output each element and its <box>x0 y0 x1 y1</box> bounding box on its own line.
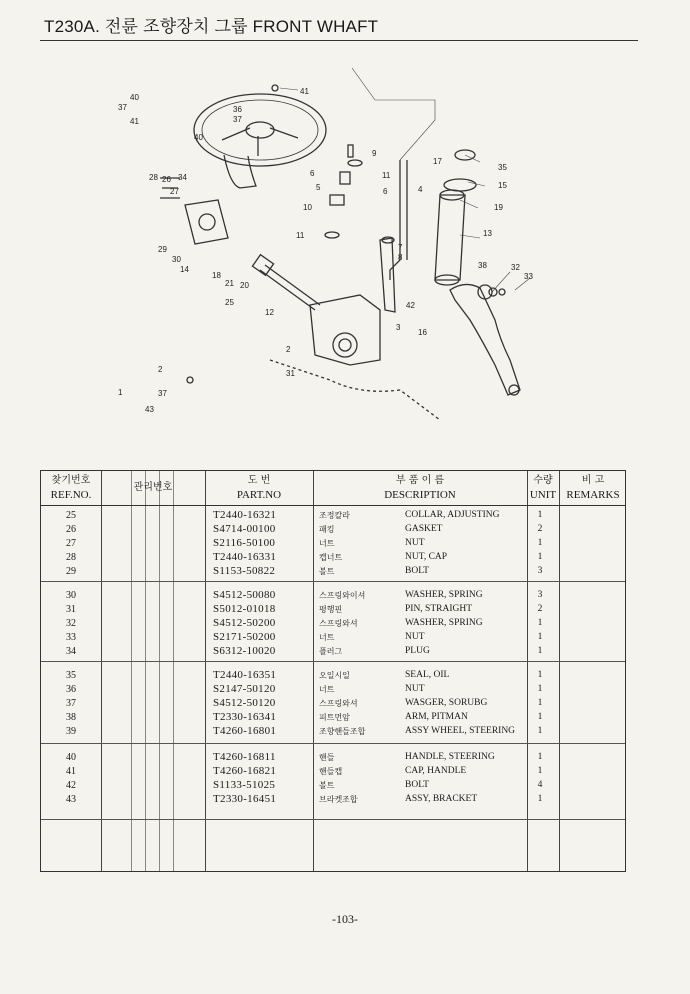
ref-no: 34 <box>66 646 76 657</box>
steering-wheel-shape <box>194 94 326 166</box>
column-tube-shape <box>435 195 465 280</box>
header-remarks <box>559 474 627 502</box>
callout-1: 1 <box>118 388 123 397</box>
part-no: T2440-16321 <box>213 509 277 521</box>
ref-no: 43 <box>66 794 76 805</box>
ref-no: 40 <box>66 752 76 763</box>
part-no: S4512-50080 <box>213 589 276 601</box>
unit-qty: 1 <box>537 552 543 562</box>
korean-name: 너트 <box>319 539 335 548</box>
header-description-english: DESCRIPTION <box>384 489 456 501</box>
part-no: S2147-50120 <box>213 683 276 695</box>
header-ref-english: REF.NO. <box>50 489 92 501</box>
ref-no: 39 <box>66 726 76 737</box>
callout-4: 4 <box>418 185 423 194</box>
part-no: T4260-16811 <box>213 751 276 763</box>
unit-qty: 4 <box>537 780 543 790</box>
part-no: T2330-16451 <box>213 793 277 805</box>
table-row <box>41 523 625 536</box>
header-remarks-english: REMARKS <box>566 489 620 501</box>
unit-qty: 3 <box>537 590 543 600</box>
steering-shaft-shape <box>380 238 395 312</box>
korean-name: 오일시일 <box>319 671 350 680</box>
table-row <box>41 711 625 724</box>
table-row <box>41 725 625 738</box>
page-title: T230A. 전륜 조향장치 그룹 FRONT WHAFT <box>44 17 379 36</box>
header-management-korean: 관리번호 <box>133 482 173 493</box>
unit-qty: 1 <box>537 794 543 804</box>
korean-name: 패킹 <box>319 525 335 534</box>
callout-12: 12 <box>265 308 274 317</box>
korean-name: 피트먼암 <box>319 713 350 722</box>
description: BOLT <box>405 780 429 790</box>
part-no: S2171-50200 <box>213 631 276 643</box>
description: WASHER, SPRING <box>405 590 483 600</box>
description: NUT <box>405 684 425 694</box>
part-no: S2116-50100 <box>213 537 276 549</box>
table-row <box>41 697 625 710</box>
callout-9: 9 <box>372 149 377 158</box>
unit-qty: 3 <box>537 566 543 576</box>
ref-no: 28 <box>66 552 76 563</box>
callout-17: 17 <box>433 157 442 166</box>
unit-qty: 2 <box>537 524 543 534</box>
ref-no: 25 <box>66 510 76 521</box>
part-no: S4512-50120 <box>213 697 276 709</box>
gear-box-shape <box>310 295 380 365</box>
korean-name: 스프링와셔 <box>319 619 358 628</box>
unit-qty: 1 <box>537 766 543 776</box>
callout-25: 25 <box>225 298 234 307</box>
ref-no: 41 <box>66 766 76 777</box>
ref-no: 27 <box>66 538 76 549</box>
callout-11: 11 <box>382 171 391 180</box>
table-row <box>41 603 625 616</box>
header-part <box>205 474 313 502</box>
header-description <box>313 474 527 502</box>
cover-plate-shape <box>185 200 228 244</box>
callout-3: 3 <box>396 323 401 332</box>
korean-name: 스프링와셔 <box>319 699 358 708</box>
callout-41: 41 <box>130 117 139 126</box>
header-management <box>101 481 205 495</box>
ref-no: 29 <box>66 566 76 577</box>
callout-10: 10 <box>303 203 312 212</box>
ref-no: 33 <box>66 632 76 643</box>
callout-16: 16 <box>418 328 427 337</box>
description: PIN, STRAIGHT <box>405 604 473 614</box>
callout-8: 8 <box>398 253 403 262</box>
ref-no: 38 <box>66 712 76 723</box>
ref-no: 31 <box>66 604 76 615</box>
unit-qty: 1 <box>537 684 543 694</box>
ref-no: 42 <box>66 780 76 791</box>
ref-no: 36 <box>66 684 76 695</box>
callout-5: 5 <box>316 183 321 192</box>
description: ASSY, BRACKET <box>405 794 478 804</box>
part-no: S4714-00100 <box>213 523 276 535</box>
part-no: S4512-50200 <box>213 617 276 629</box>
callout-14: 14 <box>180 265 189 274</box>
unit-qty: 1 <box>537 538 543 548</box>
part-no: S1153-50822 <box>213 565 276 577</box>
callout-30: 30 <box>172 255 181 264</box>
header-unit <box>527 474 559 502</box>
unit-qty: 1 <box>537 712 543 722</box>
part-no: T2440-16331 <box>213 551 277 563</box>
description: WASHER, SPRING <box>405 618 483 628</box>
description: NUT <box>405 538 425 548</box>
unit-qty: 1 <box>537 752 543 762</box>
callout-19: 19 <box>494 203 503 212</box>
korean-name: 캡너트 <box>319 553 343 562</box>
steering-assembly-drawing <box>100 60 580 450</box>
callout-2b: 2 <box>158 365 163 374</box>
korean-name: 평행핀 <box>319 605 343 614</box>
callout-20: 20 <box>240 281 249 290</box>
unit-qty: 1 <box>537 510 543 520</box>
callout-35: 35 <box>498 163 507 172</box>
callout-43: 43 <box>145 405 154 414</box>
header-unit-english: UNIT <box>529 489 557 501</box>
ref-no: 30 <box>66 590 76 601</box>
table-row <box>41 765 625 778</box>
callout-37: 37 <box>118 103 127 112</box>
description: HANDLE, STEERING <box>405 752 495 762</box>
callout-41b: 41 <box>300 87 309 96</box>
unit-qty: 2 <box>537 604 543 614</box>
header-ref <box>41 474 101 502</box>
part-no: S5012-01018 <box>213 603 276 615</box>
description: PLUG <box>405 646 430 656</box>
table-row <box>41 779 625 792</box>
table-row <box>41 617 625 630</box>
header-part-korean: 도 번 <box>247 475 271 486</box>
part-no: T4260-16821 <box>213 765 277 777</box>
callout-31: 31 <box>286 369 295 378</box>
korean-name: 핸들캡 <box>319 767 343 776</box>
pitman-arm-shape <box>450 284 520 395</box>
table-row <box>41 751 625 764</box>
description: ARM, PITMAN <box>405 712 468 722</box>
description: SEAL, OIL <box>405 670 450 680</box>
header-remarks-korean: 비 고 <box>581 475 605 486</box>
ref-no: 26 <box>66 524 76 535</box>
callout-38: 38 <box>478 261 487 270</box>
table-row <box>41 537 625 550</box>
page-number: -103- <box>332 912 358 926</box>
callout-32: 32 <box>511 263 520 272</box>
description: CAP, HANDLE <box>405 766 467 776</box>
callout-15: 15 <box>498 181 507 190</box>
callout-27: 27 <box>170 187 179 196</box>
callout-7: 7 <box>398 243 403 252</box>
callout-42: 42 <box>406 301 415 310</box>
description: GASKET <box>405 524 443 534</box>
unit-qty: 1 <box>537 726 543 736</box>
table-row <box>41 669 625 682</box>
korean-name: 볼트 <box>319 781 335 790</box>
korean-name: 브라켓조합 <box>319 795 358 804</box>
part-no: T4260-16801 <box>213 725 277 737</box>
unit-qty: 1 <box>537 618 543 628</box>
part-no: S6312-10020 <box>213 645 276 657</box>
callout-29: 29 <box>158 245 167 254</box>
description: NUT <box>405 632 425 642</box>
callout-40: 40 <box>130 93 139 102</box>
callout-37b: 37 <box>233 115 242 124</box>
callout-40b: 40 <box>194 133 203 142</box>
title-divider <box>40 40 638 41</box>
callout-18: 18 <box>212 271 221 280</box>
callout-28: 28 <box>149 173 158 182</box>
group-divider <box>41 661 625 662</box>
callout-2: 2 <box>286 345 291 354</box>
korean-name: 너트 <box>319 633 335 642</box>
table-row <box>41 551 625 564</box>
part-no: T2330-16341 <box>213 711 277 723</box>
unit-qty: 1 <box>537 632 543 642</box>
callout-6b: 6 <box>383 187 388 196</box>
korean-name: 플러그 <box>319 647 343 656</box>
callout-13: 13 <box>483 229 492 238</box>
description: COLLAR, ADJUSTING <box>405 510 500 520</box>
callout-21: 21 <box>225 279 234 288</box>
header-unit-korean: 수량 <box>533 475 553 486</box>
description: ASSY WHEEL, STEERING <box>405 726 516 736</box>
unit-qty: 1 <box>537 670 543 680</box>
part-no: T2440-16351 <box>213 669 277 681</box>
table-row <box>41 793 625 806</box>
header-divider <box>41 505 625 506</box>
callout-34: 34 <box>178 173 187 182</box>
group-divider <box>41 581 625 582</box>
table-row <box>41 565 625 578</box>
table-row <box>41 631 625 644</box>
korean-name: 너트 <box>319 685 335 694</box>
korean-name: 조정칼라 <box>319 511 350 520</box>
parts-table <box>40 470 626 872</box>
description: BOLT <box>405 566 429 576</box>
ref-no: 32 <box>66 618 76 629</box>
group-divider <box>41 743 625 744</box>
header-part-english: PART.NO <box>236 489 282 501</box>
table-row <box>41 589 625 602</box>
korean-name: 핸들 <box>319 753 335 762</box>
callout-37c: 37 <box>158 389 167 398</box>
unit-qty: 1 <box>537 698 543 708</box>
group-divider <box>41 819 625 820</box>
header-description-korean: 부 품 이 름 <box>395 475 445 486</box>
korean-name: 볼트 <box>319 567 335 576</box>
part-no: S1133-51025 <box>213 779 276 791</box>
exploded-parts-diagram <box>100 60 580 450</box>
table-row <box>41 683 625 696</box>
callout-11b: 11 <box>296 231 305 240</box>
table-row <box>41 645 625 658</box>
korean-name: 스프링와이셔 <box>319 591 366 600</box>
callout-6: 6 <box>310 169 315 178</box>
callout-26: 26 <box>162 175 171 184</box>
ref-no: 37 <box>66 698 76 709</box>
description: WASGER, SORUBG <box>405 698 488 708</box>
header-ref-korean: 찾기번호 <box>51 475 91 486</box>
korean-name: 조향핸들조합 <box>319 727 366 736</box>
callout-36: 36 <box>233 105 242 114</box>
callout-33: 33 <box>524 272 533 281</box>
table-row <box>41 509 625 522</box>
unit-qty: 1 <box>537 646 543 656</box>
ref-no: 35 <box>66 670 76 681</box>
description: NUT, CAP <box>405 552 448 562</box>
